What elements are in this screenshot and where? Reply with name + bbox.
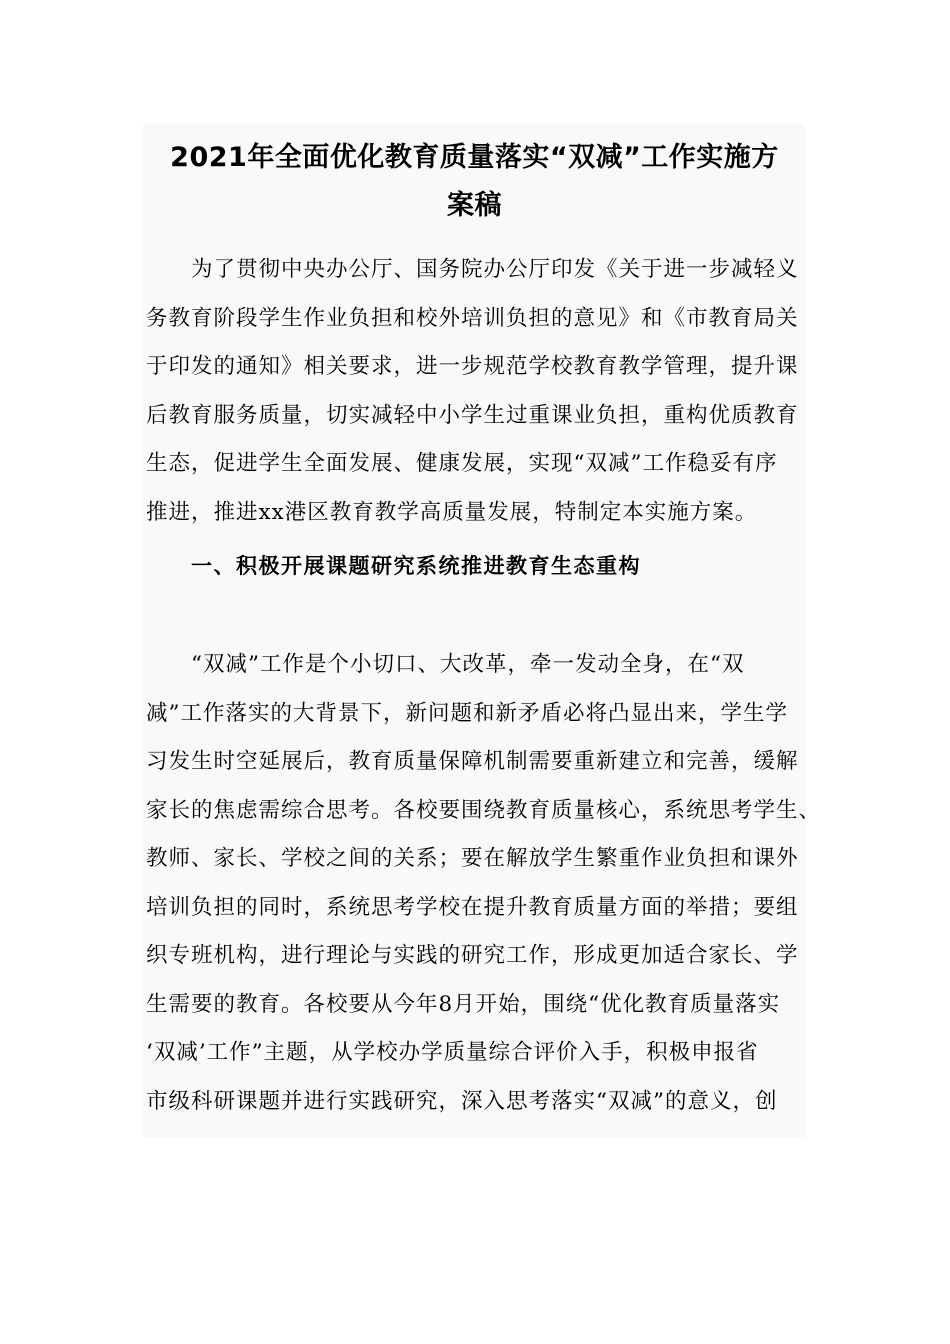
document-page — [143, 124, 822, 1138]
paragraph-line: 后教育服务质量，切实减轻中小学生过重课业负担，重构优质教育 — [146, 402, 799, 428]
title-line: 案稿 — [447, 190, 502, 221]
paragraph-line: 生态，促进学生全面发展、健康发展，实现“双减”工作稳妥有序 — [146, 451, 778, 476]
paragraph-line: “双减”工作是个小切口、大改革，牵一发动全身，在“双 — [146, 652, 745, 677]
intro-paragraph — [146, 246, 806, 537]
paragraph-line: 教师、家长、学校之间的关系；要在解放学生繁重作业负担和课外 — [146, 846, 799, 871]
paragraph-line: 家长的焦虑需综合思考。各校要围绕教育质量核心，系统思考学生、 — [146, 797, 822, 823]
document-title — [143, 134, 806, 230]
title-line: 2021年全面优化教育质量落实“双减”工作实施方 — [170, 142, 779, 173]
paragraph-line: 培训负担的同时，系统思考学校在提升教育质量方面的举措；要组 — [146, 894, 799, 920]
paragraph-line: 织专班机构，进行理论与实践的研究工作，形成更加适合家长、学 — [146, 943, 799, 968]
paragraph-line: 生需要的教育。各校要从今年8月开始，围绕“优化教育质量落实 — [146, 991, 781, 1017]
paragraph-line: 市级科研课题并进行实践研究，深入思考落实“双减”的意义，创 — [146, 1088, 778, 1114]
paragraph-line: 习发生时空延展后，教育质量保障机制需要重新建立和完善，缓解 — [146, 749, 799, 774]
paragraph-line: 为了贯彻中央办公厅、国务院办公厅印发《关于进一步减轻义 — [146, 257, 799, 282]
paragraph-line: 务教育阶段学生作业负担和校外培训负担的意见》和《市教育局关 — [146, 305, 799, 331]
section-heading: 一、积极开展课题研究系统推进教育生态重构 — [191, 554, 641, 578]
paragraph-line: 于印发的通知》相关要求，进一步规范学校教育教学管理，提升课 — [146, 354, 799, 379]
section-paragraph — [146, 641, 822, 1126]
paragraph-line: 推进，推进xx港区教育教学高质量发展，特制定本实施方案。 — [146, 499, 758, 525]
paragraph-line: ‘双减’工作”主题，从学校办学质量综合评价入手，积极申报省 — [146, 1040, 759, 1065]
paragraph-line: 减”工作落实的大背景下，新问题和新矛盾必将凸显出来，学生学 — [146, 700, 788, 726]
